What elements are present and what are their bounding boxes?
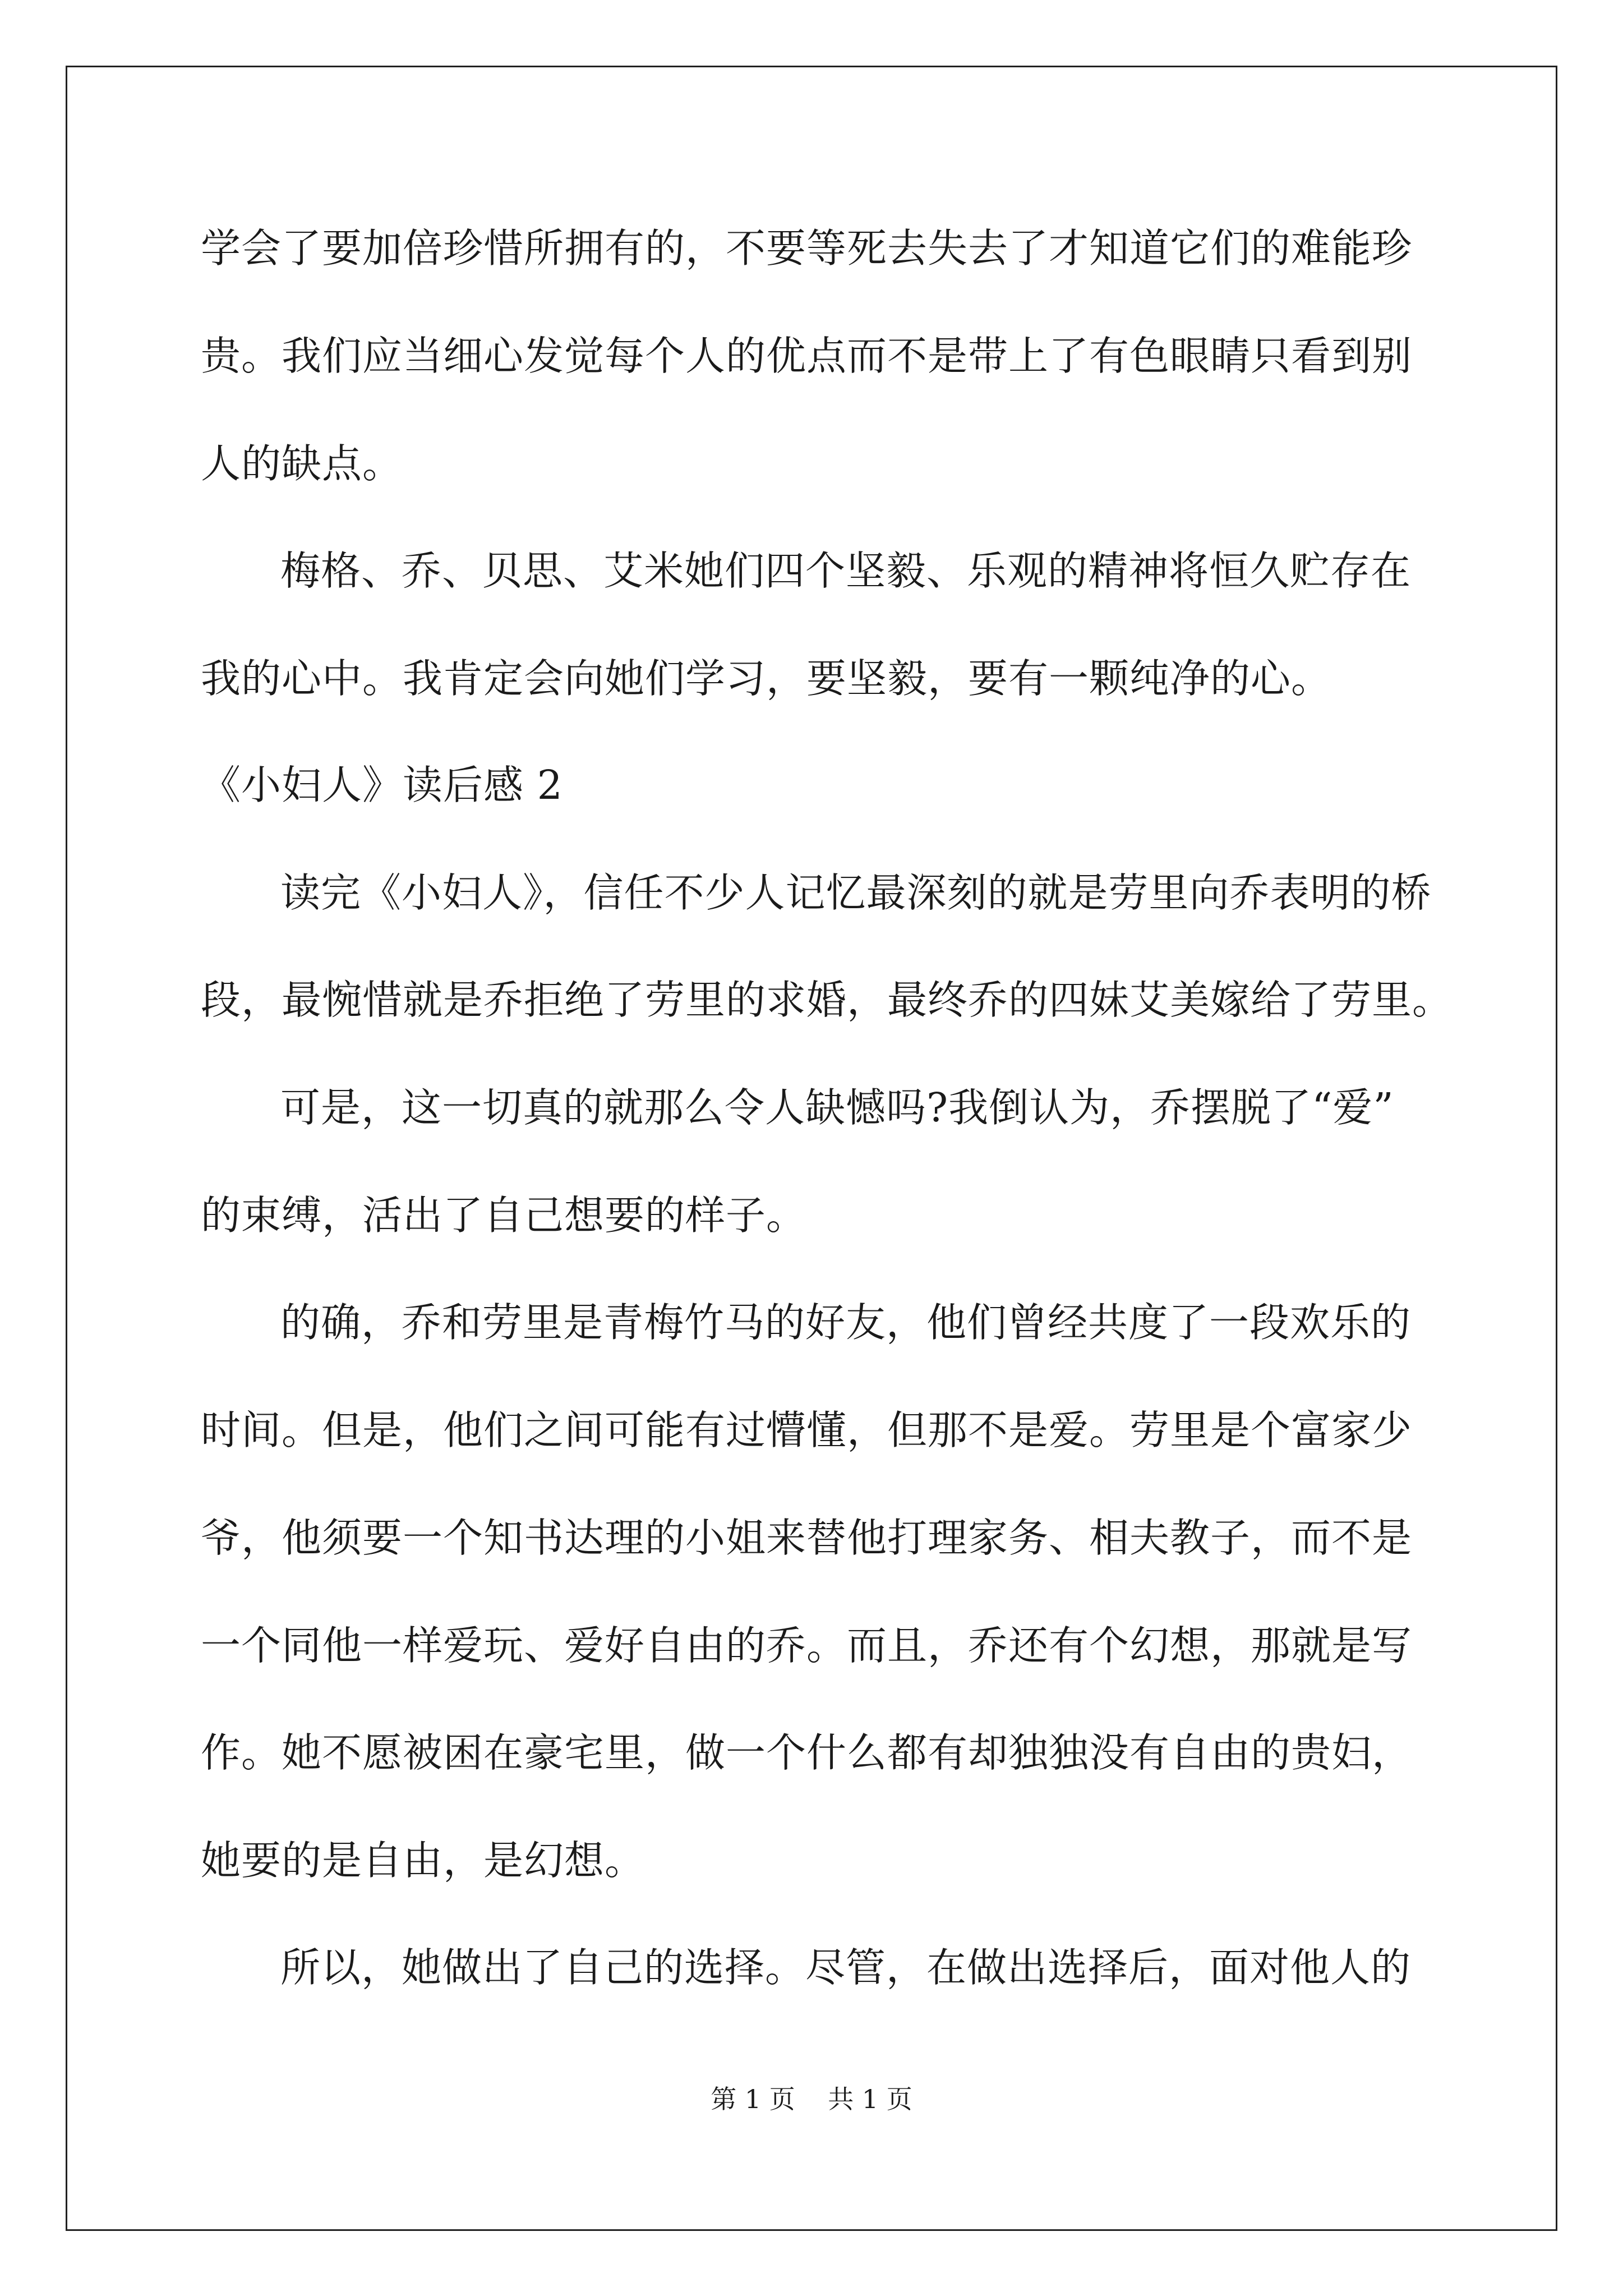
text-line: 段，最惋惜就是乔拒绝了劳里的求婚，最终乔的四妹艾美嫁给了劳里。 — [201, 977, 1453, 1023]
text-line: 学会了要加倍珍惜所拥有的，不要等死去失去了才知道它们的难能珍 — [201, 225, 1413, 272]
paragraph-start-line: 所以，她做出了自己的选择。尽管，在做出选择后，面对他人的 — [280, 1944, 1412, 1991]
text-line: 人的缺点。 — [201, 440, 403, 487]
text-line: 的束缚，活出了自己想要的样子。 — [201, 1192, 807, 1239]
text-line: 贵。我们应当细心发觉每个人的优点而不是带上了有色眼睛只看到别 — [201, 333, 1413, 379]
text-line: 作。她不愿被困在豪宅里，做一个什么都有却独独没有自由的贵妇， — [201, 1729, 1413, 1776]
text-line: 爷，他须要一个知书达理的小姐来替他打理家务、相夫教子，而不是 — [201, 1515, 1413, 1561]
page-footer: 第 1 页 共 1 页 — [711, 2084, 912, 2114]
page-border — [66, 66, 1557, 2231]
paragraph-start-line: 梅格、乔、贝思、艾米她们四个坚毅、乐观的精神将恒久贮存在 — [280, 547, 1412, 594]
text-line: 时间。但是，他们之间可能有过懵懂，但那不是爱。劳里是个富家少 — [201, 1407, 1413, 1453]
paragraph-start-line: 读完《小妇人》，信任不少人记忆最深刻的就是劳里向乔表明的桥 — [280, 869, 1432, 916]
section-heading: 《小妇人》读后感 2 — [201, 762, 563, 808]
text-line: 一个同他一样爱玩、爱好自由的乔。而且，乔还有个幻想，那就是写 — [201, 1622, 1413, 1669]
text-line: 她要的是自由，是幻想。 — [201, 1837, 645, 1884]
paragraph-start-line: 可是，这一切真的就那么令人缺憾吗?我倒认为，乔摆脱了“爱” — [280, 1084, 1394, 1131]
paragraph-start-line: 的确，乔和劳里是青梅竹马的好友，他们曾经共度了一段欢乐的 — [280, 1299, 1412, 1346]
text-line: 我的心中。我肯定会向她们学习，要坚毅，要有一颗纯净的心。 — [201, 655, 1332, 702]
